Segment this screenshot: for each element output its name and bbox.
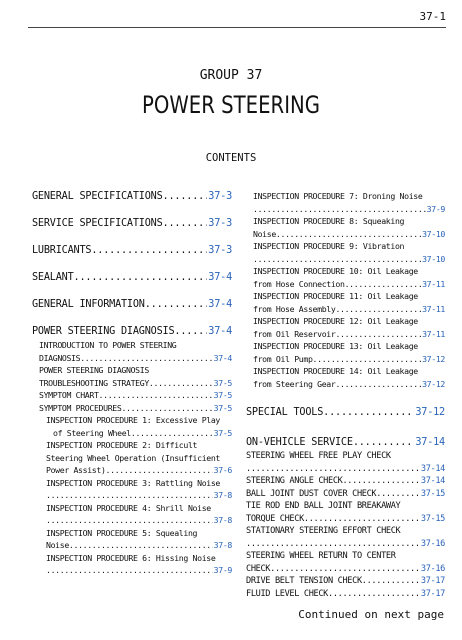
toc-inspection-procedure-1[interactable]: INSPECTION PROCEDURE 1: Excessive Play of Steering Wheel ..... 37-5 (32, 414, 232, 439)
toc-power-steering-diagnosis[interactable]: POWER STEERING DIAGNOSIS ..... 37-4 (32, 325, 232, 339)
toc-inspection-procedure-14[interactable]: INSPECTION PROCEDURE 14: Oil Leakage from Steering Gear ..... 37-12 (246, 365, 445, 390)
group-label: GROUP 37 (199, 68, 263, 83)
toc-inspection-procedure-5[interactable]: INSPECTION PROCEDURE 5: Squealing Noise ..... 37-8 (32, 527, 232, 552)
toc-on-vehicle-service[interactable]: ON-VEHICLE SERVICE ..... 37-14 (246, 436, 445, 450)
toc-free-play-check[interactable]: STEERING WHEEL FREE PLAY CHECK ..... 37-14 (246, 450, 445, 475)
toc-general-specifications[interactable]: GENERAL SPECIFICATIONS ..... 37-3 (32, 190, 232, 204)
toc-inspection-procedure-7[interactable]: INSPECTION PROCEDURE 7: Droning Noise ..... 37-9 (246, 190, 445, 215)
toc-drive-belt-check[interactable]: DRIVE BELT TENSION CHECK ..... 37-17 (246, 575, 445, 588)
toc-tie-rod-check[interactable]: TIE ROD END BALL JOINT BREAKAWAY TORQUE CHECK ..... 37-15 (246, 500, 445, 525)
toc-inspection-procedure-9[interactable]: INSPECTION PROCEDURE 9: Vibration ..... 37-10 (246, 240, 445, 265)
toc-return-to-center-check[interactable]: STEERING WHEEL RETURN TO CENTER CHECK ..... 37-16 (246, 550, 445, 575)
toc-inspection-procedure-8[interactable]: INSPECTION PROCEDURE 8: Squeaking Noise ..... 37-10 (246, 215, 445, 240)
page-number: 37-1 (419, 10, 446, 23)
toc-fluid-level-check[interactable]: FLUID LEVEL CHECK ..... 37-17 (246, 588, 445, 601)
toc-inspection-procedure-2[interactable]: INSPECTION PROCEDURE 2: Difficult Steering Wheel Operation (Insufficient Power Assist) ..... 37-6 (32, 439, 232, 477)
toc-intro-diagnosis[interactable]: INTRODUCTION TO POWER STEERING DIAGNOSIS ..... 37-4 (32, 339, 232, 364)
toc-special-tools[interactable]: SPECIAL TOOLS ..... 37-12 (246, 406, 445, 420)
toc-symptom-procedures[interactable]: SYMPTOM PROCEDURES ..... 37-5 (32, 402, 232, 415)
toc-right-column (246, 190, 445, 600)
contents-heading: CONTENTS (205, 152, 257, 164)
toc-ball-joint-check[interactable]: BALL JOINT DUST COVER CHECK ..... 37-15 (246, 488, 445, 501)
toc-inspection-procedure-4[interactable]: INSPECTION PROCEDURE 4: Shrill Noise ..... 37-8 (32, 502, 232, 527)
toc-inspection-procedure-10[interactable]: INSPECTION PROCEDURE 10: Oil Leakage from Hose Connection ..... 37-11 (246, 265, 445, 290)
continued-note: Continued on next page (298, 608, 444, 621)
toc-sealant[interactable]: SEALANT ..... 37-4 (32, 271, 232, 285)
toc-steering-effort-check[interactable]: STATIONARY STEERING EFFORT CHECK ..... 37-16 (246, 525, 445, 550)
toc-service-specifications[interactable]: SERVICE SPECIFICATIONS ..... 37-3 (32, 217, 232, 231)
toc-lubricants[interactable]: LUBRICANTS ..... 37-3 (32, 244, 232, 258)
toc-troubleshooting-strategy[interactable]: POWER STEERING DIAGNOSIS TROUBLESHOOTING STRATEGY ..... 37-5 (32, 364, 232, 389)
page-title: POWER STEERING (141, 91, 321, 119)
toc-inspection-procedure-6[interactable]: INSPECTION PROCEDURE 6: Hissing Noise ..... 37-9 (32, 552, 232, 577)
toc-inspection-procedure-3[interactable]: INSPECTION PROCEDURE 3: Rattling Noise ..... 37-8 (32, 477, 232, 502)
toc-steering-angle-check[interactable]: STEERING ANGLE CHECK ..... 37-14 (246, 475, 445, 488)
header-rule (28, 27, 446, 28)
toc-inspection-procedure-13[interactable]: INSPECTION PROCEDURE 13: Oil Leakage from Oil Pump ..... 37-12 (246, 340, 445, 365)
toc-symptom-chart[interactable]: SYMPTOM CHART ..... 37-5 (32, 389, 232, 402)
toc-general-information[interactable]: GENERAL INFORMATION ..... 37-4 (32, 298, 232, 312)
toc-inspection-procedure-12[interactable]: INSPECTION PROCEDURE 12: Oil Leakage from Oil Reservoir ..... 37-11 (246, 315, 445, 340)
toc-left-column (32, 190, 232, 577)
toc-inspection-procedure-11[interactable]: INSPECTION PROCEDURE 11: Oil Leakage from Hose Assembly ..... 37-11 (246, 290, 445, 315)
